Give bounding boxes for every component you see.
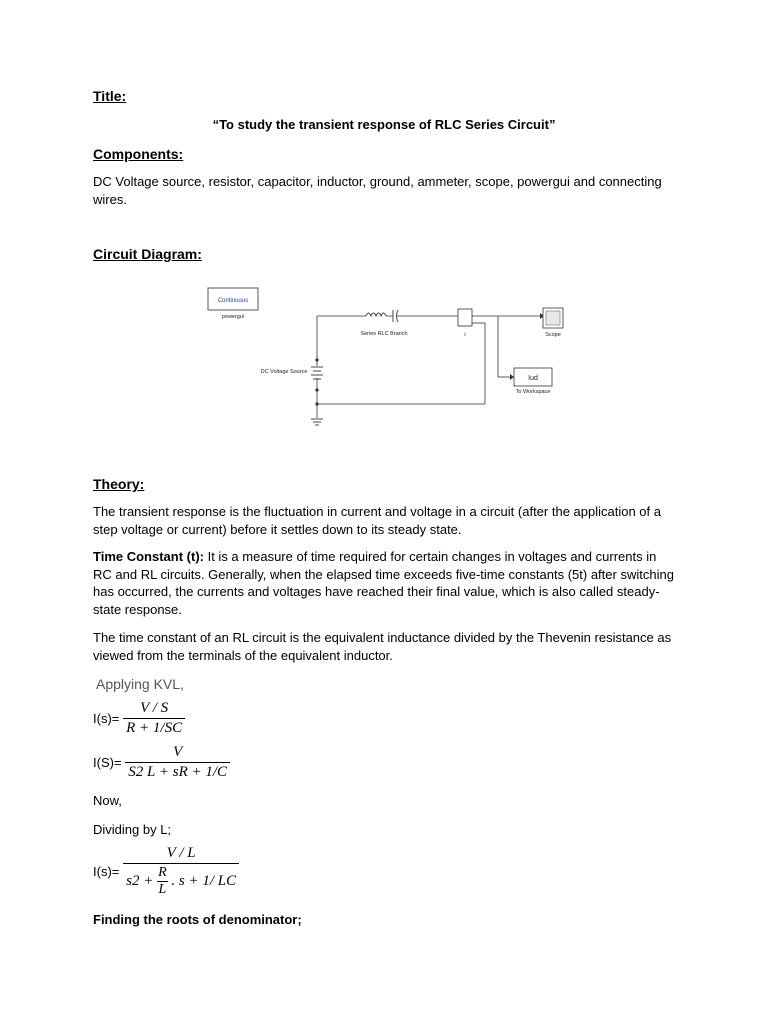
equation-1-lhs: I(s)= xyxy=(93,711,120,726)
equation-1-denominator: R + 1/SC xyxy=(126,720,183,736)
rlc-branch-label: Series RLC Branch xyxy=(360,331,408,337)
equation-1 xyxy=(93,700,185,737)
scope-label: Scope xyxy=(545,332,561,338)
dividing-text: Dividing by L; xyxy=(93,822,172,837)
equation-2 xyxy=(93,744,230,781)
equation-3-numerator: V / L xyxy=(123,845,239,864)
workspace-block-text: Iud xyxy=(528,375,538,382)
equation-3-lhs: I(s)= xyxy=(93,864,120,879)
equation-3-inner-numerator: R xyxy=(158,865,167,880)
equation-1-numerator: V / S xyxy=(123,700,185,719)
components-label: Components: xyxy=(93,146,184,162)
scope-screen-icon xyxy=(546,311,560,325)
document-title: “To study the transient response of RLC Series Circuit” xyxy=(212,117,556,132)
finding-roots-text: Finding the roots of denominator; xyxy=(93,912,302,927)
equation-2-numerator: V xyxy=(125,744,230,763)
equation-3 xyxy=(93,845,239,898)
applying-kvl-text: Applying KVL, xyxy=(96,676,184,692)
time-constant-paragraph xyxy=(93,548,678,618)
title-label: Title: xyxy=(93,88,127,104)
equation-1-fraction xyxy=(123,700,185,737)
theory-paragraph-3: The time constant of an RL circuit is the equivalent inductance divided by the Thevenin resistance as viewed from the terminals of the equivalent inductor. xyxy=(93,630,672,663)
ammeter-block xyxy=(458,309,472,326)
time-constant-term: Time Constant (t): xyxy=(93,549,204,564)
theory-paragraph-1: The transient response is the fluctuation in current and voltage in a circuit (after the application of a step voltage or current) before it settles down to its steady state. xyxy=(93,504,661,537)
circuit-diagram-label: Circuit Diagram: xyxy=(93,246,202,262)
ammeter-label: i xyxy=(464,332,466,338)
dc-source-label: DC Voltage Source xyxy=(260,369,308,375)
components-text: DC Voltage source, resistor, capacitor, inductor, ground, ammeter, scope, powergui and connecting wires. xyxy=(93,174,662,207)
theory-label: Theory: xyxy=(93,476,145,492)
circuit-diagram xyxy=(200,278,580,433)
equation-3-denominator xyxy=(123,864,239,898)
powergui-block-text: Continuous xyxy=(217,298,249,304)
equation-3-den-start: s2 + xyxy=(126,872,154,889)
circuit-diagram-svg xyxy=(200,278,580,433)
workspace-label: To Workspace xyxy=(515,389,551,395)
equation-2-fraction xyxy=(125,744,230,781)
time-constant-text: It is a measure of time required for certain changes in voltages and currents in RC and RL circuits. Generally, when the elapsed time exceeds five-time constants (5t) after switching has occurred, the currents and voltages have reached their final value, which is also called steady-state response. xyxy=(93,549,674,617)
equation-3-inner-denominator: L xyxy=(158,882,167,897)
equation-2-lhs: I(S)= xyxy=(93,755,122,770)
powergui-label: powergui xyxy=(221,314,245,320)
inductor-icon xyxy=(366,313,386,316)
equation-3-inner-fraction xyxy=(157,865,168,898)
equation-2-denominator: S2 L + sR + 1/C xyxy=(128,764,228,780)
now-text: Now, xyxy=(93,793,122,808)
equation-3-fraction xyxy=(123,845,239,898)
equation-3-den-end: . s + 1/ LC xyxy=(171,872,237,889)
